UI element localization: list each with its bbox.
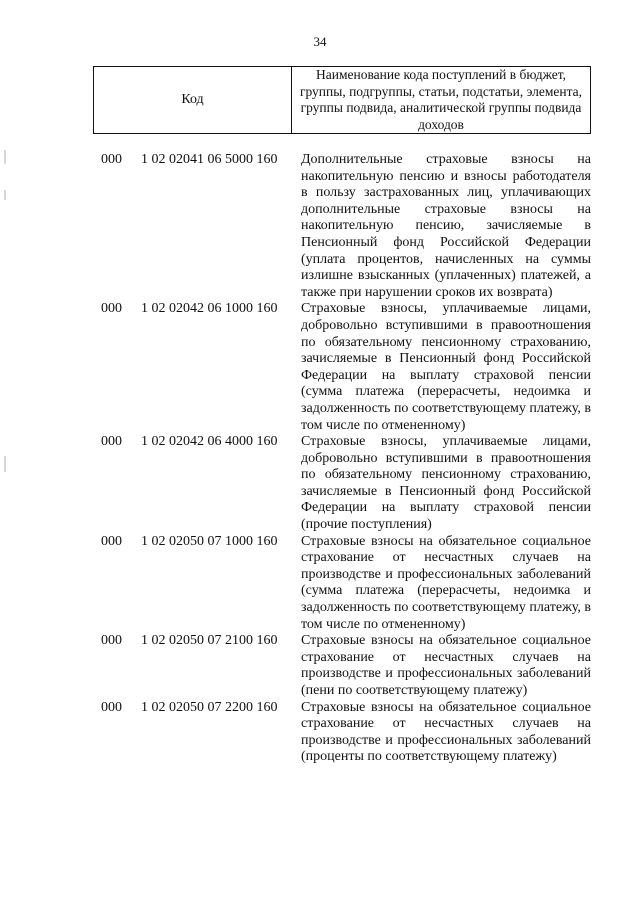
table-row: [93, 152, 591, 301]
revenue-description: Страховые взносы, уплачиваемые лицами, добровольно вступившими в правоотношения по обязательному пенсионному страхованию, зачисляемые в Пенсионный фонд Российской Федерации на выплату страховой пенсии (сумма платежа (перерасчеты, недоимка и задолженность по соответствующему платежу, в том числе по отмененному): [301, 301, 591, 433]
revenue-code: 1 02 02042 06 1000 160: [141, 301, 278, 317]
revenue-description: Страховые взносы на обязательное социальное страхование от несчастных случаев на производстве и профессиональных заболеваний (пени по соответствующему платежу): [301, 633, 591, 698]
header-code-column: Код: [94, 67, 292, 133]
table-row: [93, 301, 591, 434]
scan-edge-mark: [4, 456, 6, 472]
table-row: [93, 434, 591, 534]
admin-code: 000: [101, 633, 122, 649]
revenue-description: Дополнительные страховые взносы на накопительную пенсию и взносы работодателя в пользу застрахованных лиц, уплачивающих дополнительные страховые взносы на накопительную пенсию, зачисляемые в Пенсионный фонд Российской Федерации (уплата процентов, начисленных на суммы излишне взысканных (уплаченных) платежей, а также при нарушении сроков их возврата): [301, 152, 591, 300]
header-name-column: Наименование кода поступлений в бюджет, группы, подгруппы, статьи, подстатьи, элемента, группы подвида, аналитической группы подвида доходов: [299, 67, 583, 132]
revenue-code: 1 02 02042 06 4000 160: [141, 434, 278, 450]
revenue-code: 1 02 02050 07 1000 160: [141, 533, 278, 549]
admin-code: 000: [101, 152, 122, 167]
revenue-description: Страховые взносы на обязательное социальное страхование от несчастных случаев на производстве и профессиональных заболеваний (сумма платежа (перерасчеты, недоимка и задолженность по соответствующему платежу, в том числе по отмененному): [301, 533, 591, 632]
table-row: [93, 633, 591, 699]
admin-code: 000: [101, 533, 122, 549]
revenue-code: 1 02 02041 06 5000 160: [141, 152, 278, 167]
table-row: [93, 534, 591, 634]
table-header: [93, 66, 591, 134]
revenue-description: Страховые взносы, уплачиваемые лицами, добровольно вступившими в правоотношения по обязательному пенсионному страхованию, зачисляемые в Пенсионный фонд Российской Федерации на выплату страховой пенсии (прочие поступления): [301, 434, 591, 533]
admin-code: 000: [101, 434, 122, 450]
revenue-description: Страховые взносы на обязательное социальное страхование от несчастных случаев на производстве и профессиональных заболеваний (проценты по соответствующему платежу): [301, 699, 591, 765]
revenue-code: 1 02 02050 07 2200 160: [141, 699, 278, 715]
table-row: [93, 700, 591, 766]
admin-code: 000: [101, 301, 122, 317]
page-number: 34: [313, 34, 327, 49]
revenue-code: 1 02 02050 07 2100 160: [141, 633, 278, 649]
scan-edge-mark: [4, 150, 6, 164]
admin-code: 000: [101, 699, 122, 715]
scan-edge-mark: [4, 190, 6, 200]
table-body: [93, 152, 591, 766]
